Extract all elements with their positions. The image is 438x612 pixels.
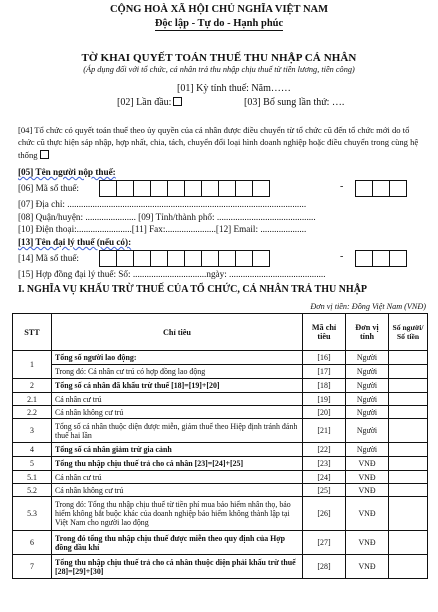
- field-07-address[interactable]: [07] Địa chỉ: ........................................................................................................: [18, 199, 307, 209]
- form-title: TỜ KHAI QUYẾT TOÁN THUẾ THU NHẬP CÁ NHÂN: [81, 52, 357, 64]
- row-unit: Người: [346, 365, 389, 379]
- field-05-taxpayer-name[interactable]: [05] Tên người nộp thuế:: [18, 167, 116, 177]
- table-row: [13, 471, 428, 484]
- field-06-tax-id-label: [06] Mã số thuế:: [18, 183, 79, 193]
- table-row: [13, 419, 428, 443]
- row-amount-input[interactable]: [389, 471, 428, 484]
- row-stt: 2.1: [13, 393, 52, 406]
- row-amount-input[interactable]: [389, 419, 428, 443]
- field-10-contact[interactable]: [10] Điện thoại:........................[11] Fax:......................[12] Email: ....................: [18, 224, 307, 234]
- row-amount-input[interactable]: [389, 443, 428, 457]
- row-criteria: Cá nhân không cư trú: [52, 406, 303, 419]
- table-row: [13, 531, 428, 555]
- row-criteria: Trong đó: Cá nhân cư trú có hợp đồng lao động: [52, 365, 303, 379]
- row-unit: Người: [346, 379, 389, 393]
- header-stt: STT: [13, 314, 52, 351]
- row-stt: 2: [13, 379, 52, 393]
- field-13-tax-agent[interactable]: [13] Tên đại lý thuế (nếu có):: [18, 237, 132, 247]
- table-body: [13, 351, 428, 579]
- tax-id-dash: -: [340, 181, 344, 192]
- row-criteria: Cá nhân không cư trú: [52, 484, 303, 497]
- row-criteria: Tổng số cá nhân giảm trừ gia cảnh: [52, 443, 303, 457]
- row-code: [25]: [303, 484, 346, 497]
- row-unit: Người: [346, 443, 389, 457]
- table-row: [13, 555, 428, 579]
- table-row: [13, 457, 428, 471]
- field-01-tax-period[interactable]: [01] Kỳ tính thuế: Năm……: [177, 83, 291, 94]
- row-amount-input[interactable]: [389, 379, 428, 393]
- table-row: [13, 497, 428, 531]
- row-code: [26]: [303, 497, 346, 531]
- table-row: [13, 365, 428, 379]
- row-unit: VNĐ: [346, 471, 389, 484]
- field-03-supplement[interactable]: [03] Bổ sung lần thứ: ….: [244, 97, 345, 108]
- row-criteria: Tổng thu nhập chịu thuế trả cho cá nhân [23]=[24]+[25]: [52, 457, 303, 471]
- agent-tax-id-suffix-grid[interactable]: [356, 250, 407, 267]
- row-unit: Người: [346, 419, 389, 443]
- row-unit: VNĐ: [346, 457, 389, 471]
- row-criteria: Trong đó tổng thu nhập chịu thuế được miễn theo quy định của Hợp đồng dầu khí: [52, 531, 303, 555]
- row-unit: VNĐ: [346, 497, 389, 531]
- row-unit: VNĐ: [346, 555, 389, 579]
- row-stt: 3: [13, 419, 52, 443]
- row-criteria: Trong đó: Tổng thu nhập chịu thuế từ tiền phí mua bảo hiểm nhân thọ, bảo hiểm không bắt buộc khác của doanh nghiệp bảo hiểm không thành lập tại Việt Nam cho người lao động: [52, 497, 303, 531]
- row-stt: 5.3: [13, 497, 52, 531]
- section-title: I. NGHĨA VỤ KHẤU TRỪ THUẾ CỦA TỔ CHỨC, CÁ NHÂN TRẢ THU NHẬP: [18, 284, 368, 295]
- table-row: [13, 443, 428, 457]
- row-criteria: Tổng số người lao động:: [52, 351, 303, 365]
- agent-tax-id-grid[interactable]: [100, 250, 270, 267]
- field-14-agent-tax-id-label: [14] Mã số thuế:: [18, 253, 79, 263]
- tax-id-grid[interactable]: [100, 180, 270, 197]
- row-amount-input[interactable]: [389, 497, 428, 531]
- row-amount-input[interactable]: [389, 531, 428, 555]
- row-code: [18]: [303, 379, 346, 393]
- header-unit: Đơn vị tính: [346, 314, 389, 351]
- field-02-label: [02] Lần đầu:: [117, 97, 172, 108]
- row-criteria: Tổng số cá nhân đã khấu trừ thuế [18]=[19]+[20]: [52, 379, 303, 393]
- header-code: Mã chỉ tiêu: [303, 314, 346, 351]
- table-row: [13, 484, 428, 497]
- row-stt: 5.1: [13, 471, 52, 484]
- table-header-row: [13, 314, 428, 351]
- motto: Độc lập - Tự do - Hạnh phúc: [154, 18, 284, 29]
- row-amount-input[interactable]: [389, 351, 428, 365]
- row-code: [17]: [303, 365, 346, 379]
- row-criteria: Cá nhân cư trú: [52, 471, 303, 484]
- row-criteria: Tổng số cá nhân thuộc diện được miễn, giảm thuế theo Hiệp định tránh đánh thuế hai lần: [52, 419, 303, 443]
- row-code: [20]: [303, 406, 346, 419]
- table-row: [13, 393, 428, 406]
- form-subtitle: (Áp dụng đối với tổ chức, cá nhân trả thu nhập chịu thuế từ tiền lương, tiền công): [83, 65, 355, 74]
- row-criteria: Cá nhân cư trú: [52, 393, 303, 406]
- row-code: [16]: [303, 351, 346, 365]
- tax-obligation-table: [12, 313, 428, 579]
- row-stt: 6: [13, 531, 52, 555]
- tax-id-suffix-grid[interactable]: [356, 180, 407, 197]
- row-amount-input[interactable]: [389, 365, 428, 379]
- field-04-text: [04] Tổ chức có quyết toán thuế theo ủy quyền của cá nhân được điều chuyển từ tổ chức cũ đến tổ chức mới do tổ chức cũ thực hiện sáp nhập, hợp nhất, chia, tách, chuyển đổi loại hình doanh nghiệp hoặc điều chuyển trong cùng hệ thống: [18, 125, 419, 160]
- table-row: [13, 351, 428, 365]
- field-08-district-province[interactable]: [08] Quận/huyện: ...................... [09] Tỉnh/thành phố: ...........................................: [18, 212, 316, 222]
- first-time-checkbox[interactable]: [173, 97, 182, 106]
- table-row: [13, 406, 428, 419]
- row-code: [27]: [303, 531, 346, 555]
- row-stt: 5.2: [13, 484, 52, 497]
- field-04-checkbox[interactable]: [40, 150, 49, 159]
- header-amount: Số người/ Số tiền: [389, 314, 428, 351]
- field-04-paragraph: [18, 124, 426, 161]
- row-stt: 4: [13, 443, 52, 457]
- national-title: CỘNG HOÀ XÃ HỘI CHỦ NGHĨA VIỆT NAM: [109, 4, 329, 15]
- field-15-agent-contract[interactable]: [15] Hợp đồng đại lý thuế: Số: ................................ngày: ..........................................: [18, 269, 326, 279]
- row-code: [21]: [303, 419, 346, 443]
- table-row: [13, 379, 428, 393]
- row-code: [19]: [303, 393, 346, 406]
- header-criteria: Chỉ tiêu: [52, 314, 303, 351]
- row-code: [24]: [303, 471, 346, 484]
- row-stt: 2.2: [13, 406, 52, 419]
- row-stt: 5: [13, 457, 52, 471]
- row-unit: Người: [346, 406, 389, 419]
- row-code: [23]: [303, 457, 346, 471]
- row-amount-input[interactable]: [389, 484, 428, 497]
- row-amount-input[interactable]: [389, 457, 428, 471]
- row-code: [28]: [303, 555, 346, 579]
- row-unit: Người: [346, 393, 389, 406]
- row-unit: Người: [346, 351, 389, 365]
- row-criteria: Tổng thu nhập chịu thuế trả cho cá nhân thuộc diện phải khấu trừ thuế [28]=[29]+[30]: [52, 555, 303, 579]
- row-amount-input[interactable]: [389, 393, 428, 406]
- row-stt: 1: [13, 351, 52, 379]
- currency-unit: Đơn vị tiền: Đồng Việt Nam (VNĐ): [310, 302, 426, 311]
- row-unit: VNĐ: [346, 484, 389, 497]
- row-stt: 7: [13, 555, 52, 579]
- field-02-first-time[interactable]: [117, 97, 182, 108]
- agent-tax-id-dash: -: [340, 251, 344, 262]
- row-amount-input[interactable]: [389, 555, 428, 579]
- row-amount-input[interactable]: [389, 406, 428, 419]
- row-unit: VNĐ: [346, 531, 389, 555]
- row-code: [22]: [303, 443, 346, 457]
